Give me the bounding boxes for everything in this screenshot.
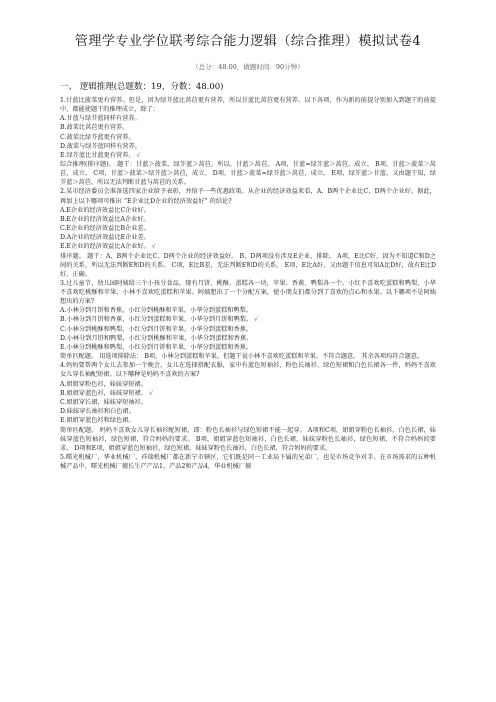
option-d: D.小林分到月饼和鸭梨，小红分到桃酥和苹果，小华分到蛋糕和香蕉。 — [60, 334, 253, 342]
option-a: A.小林分到月饼和香蕉，小红分到桃酥和苹果，小华分到蛋糕和鸭梨。 — [60, 307, 253, 315]
question-1 — [60, 96, 436, 187]
option-b: B.菠菜比莴苣更有营养。 — [60, 124, 129, 132]
option-c: C.小林分到桃酥和鸭梨，小红分到月饼和苹果，小华分到蛋糕和香蕉。 — [60, 325, 253, 333]
question-stem: 2.某市经济委员会准备选四家企业给予表彰，并给予一些优惠政策。从企业的经济效益来看，A、B两个企业比C、D两个企业好。据此，再加上以下哪项可推出 “E企业比D企业的经济效益好” 的结论? — [60, 188, 436, 205]
answer-analysis: 排序题。 题干：A、B两个企业比C、D两个企业的经济效益好。 B、D两项没有涉及E企业，排除。 A项，E比C好，因为不知道C和D之间的关系，所以无法判断E和D的关系。 C项，E比B差，无法判断E和D的关系。 E项，E比A好，又由题干信息可知A比D好，故有E比D好，正确。 — [60, 252, 436, 278]
correct-tick: √ — [151, 243, 156, 251]
correct-tick: √ — [136, 152, 141, 159]
option-a: A.E企业的经济效益比C企业好。 — [60, 206, 150, 214]
option-d: D.妹妹穿长袖衫和白色裙。 — [60, 408, 135, 416]
page-title: 管理学专业学位联考综合能力逻辑（综合推理）模拟试卷4 — [74, 34, 422, 49]
answer-analysis: 简单匹配题。 妈妈不喜欢女儿穿长袖衫配短裙，即：粉色长袖衫与绿色短裙不能一起穿。 A项和C项，姐姐穿粉色长袖衫，白色长裙，妹妹穿蓝色短袖衫，绿色短裙，符合妈妈的要求。 B项，姐姐穿蓝色短袖衫，白色长裙，妹妹穿粉色长袖衫，绿色短裙，不符合妈妈的要求。 D项和E项，姐姐穿蓝色短袖衫，绿色短裙，妹妹穿粉色长袖衫，白色长裙，符合妈妈的要求。 — [60, 426, 436, 452]
correct-tick: √ — [148, 389, 153, 397]
option-b: B.小林分到月饼和香蕉，小红分到蛋糕和苹果，小华分到月饼和鸭梨。 √ — [60, 316, 259, 324]
option-a: A.甘蓝与绿芥蓝同样有营养。 — [60, 115, 141, 123]
option-a: A.姐姐穿粉色衫，妹妹穿短裙。 — [60, 380, 147, 388]
option-c: C.E企业的经济效益比B企业差。 — [60, 225, 150, 233]
option-e: E.绿芥蓝比甘蓝更有营养。 √ — [60, 152, 141, 159]
question-stem: 4.妈妈要帮两个女儿去参加一个晚会，女儿在选择搭配衣服，家中有蓝色短袖衫、粉色长袖衫、绿色短裙和白色长裙各一件，妈妈不喜欢女儿穿长袖配短裙。以下哪种是妈妈不喜欢的方案? — [60, 362, 436, 379]
question-4 — [60, 361, 436, 452]
option-e: E.E企业的经济效益比A企业好。 √ — [60, 243, 156, 251]
question-stem: 3.过儿童节，幼儿园阿姨给三个小孩分食品，现有月饼、桃酥、蛋糕各一块，苹果、香蕉、鸭梨各一个。小红不喜欢吃蛋糕和鸭梨，小华不喜欢吃桃酥和苹果，小林不喜欢吃蛋糕和苹果。阿姨想出了一个分配方案，使小朋友们都分到了喜欢的点心和水果。以下哪项不是阿姨想出的方案? — [60, 279, 436, 306]
option-c: C.菠菜比绿芥蓝更有营养。 — [60, 133, 135, 141]
option-e: E.小林分到桃酥和鸭梨，小红分到月饼和苹果，小华分到蛋糕和香蕉。 — [60, 344, 253, 352]
question-stem: 5.曙光机械厂、华业机械厂、祥瑞机械厂都在新宁市辖区，它们既是同一工业局下属的兄弟厂，也是市场竞争对手。在市场需求的五种机械产品中，曙光机械厂擅长生产产品1、产品2和产品4，华业机械厂擅 — [60, 453, 436, 470]
option-b: B.E企业的经济效益比A企业好。 — [60, 215, 150, 223]
option-d: D.菠菜与绿芥蓝同样有营养。 — [60, 142, 141, 150]
section-heading: 一、 逻辑推理(总题数：19，分数：48.00) — [60, 82, 224, 92]
answer-analysis: 简单匹配题。 用选项排除法： B项，小林分到蛋糕和苹果，但题干说小林不喜欢吃蛋糕和苹果，不符合题意。 其余各项均符合题意。 — [60, 353, 424, 361]
question-2 — [60, 187, 436, 278]
question-3 — [60, 279, 436, 361]
option-e: E.姐姐穿蓝色衫和绿色裙。 — [60, 417, 135, 425]
option-b: B.姐姐穿蓝色衫，妹妹穿短裙。 √ — [60, 389, 153, 397]
correct-tick: √ — [254, 316, 259, 324]
question-stem: 1.甘蓝比菠菜更有营养。但是，因为绿芥蓝比莴苣更有营养，所以甘蓝比莴苣更有营养。以下各项，作为新的前提分别加入到题干的前提中，都能使题干的推理成立，除了： — [60, 97, 436, 114]
option-d: D.A企业的经济效益比E企业差。 — [60, 234, 150, 242]
option-c: C.姐姐穿长裙，妹妹穿短袖衫。 — [60, 398, 147, 406]
exam-meta: （总分：48.00，做题时间：90分钟） — [192, 63, 304, 71]
question-5 — [60, 453, 436, 471]
answer-analysis: 综合推理(排序题)。 题干：甘蓝＞菠菜，绿芥蓝＞莴苣，所以，甘蓝＞莴苣。 A项，甘蓝=绿芥蓝＞莴苣，成立。 B项，甘蓝＞菠菜＞莴苣，成立。 C项，甘蓝＞菠菜＞绿芥蓝＞莴苣，成立。 D项，甘蓝＞菠菜=绿芥蓝＞莴苣，成立。 E项，绿芥蓝＞甘蓝，又由题干知，绿芥蓝＞莴苣，所以无法判断甘蓝与莴苣的关系。 — [60, 161, 436, 187]
